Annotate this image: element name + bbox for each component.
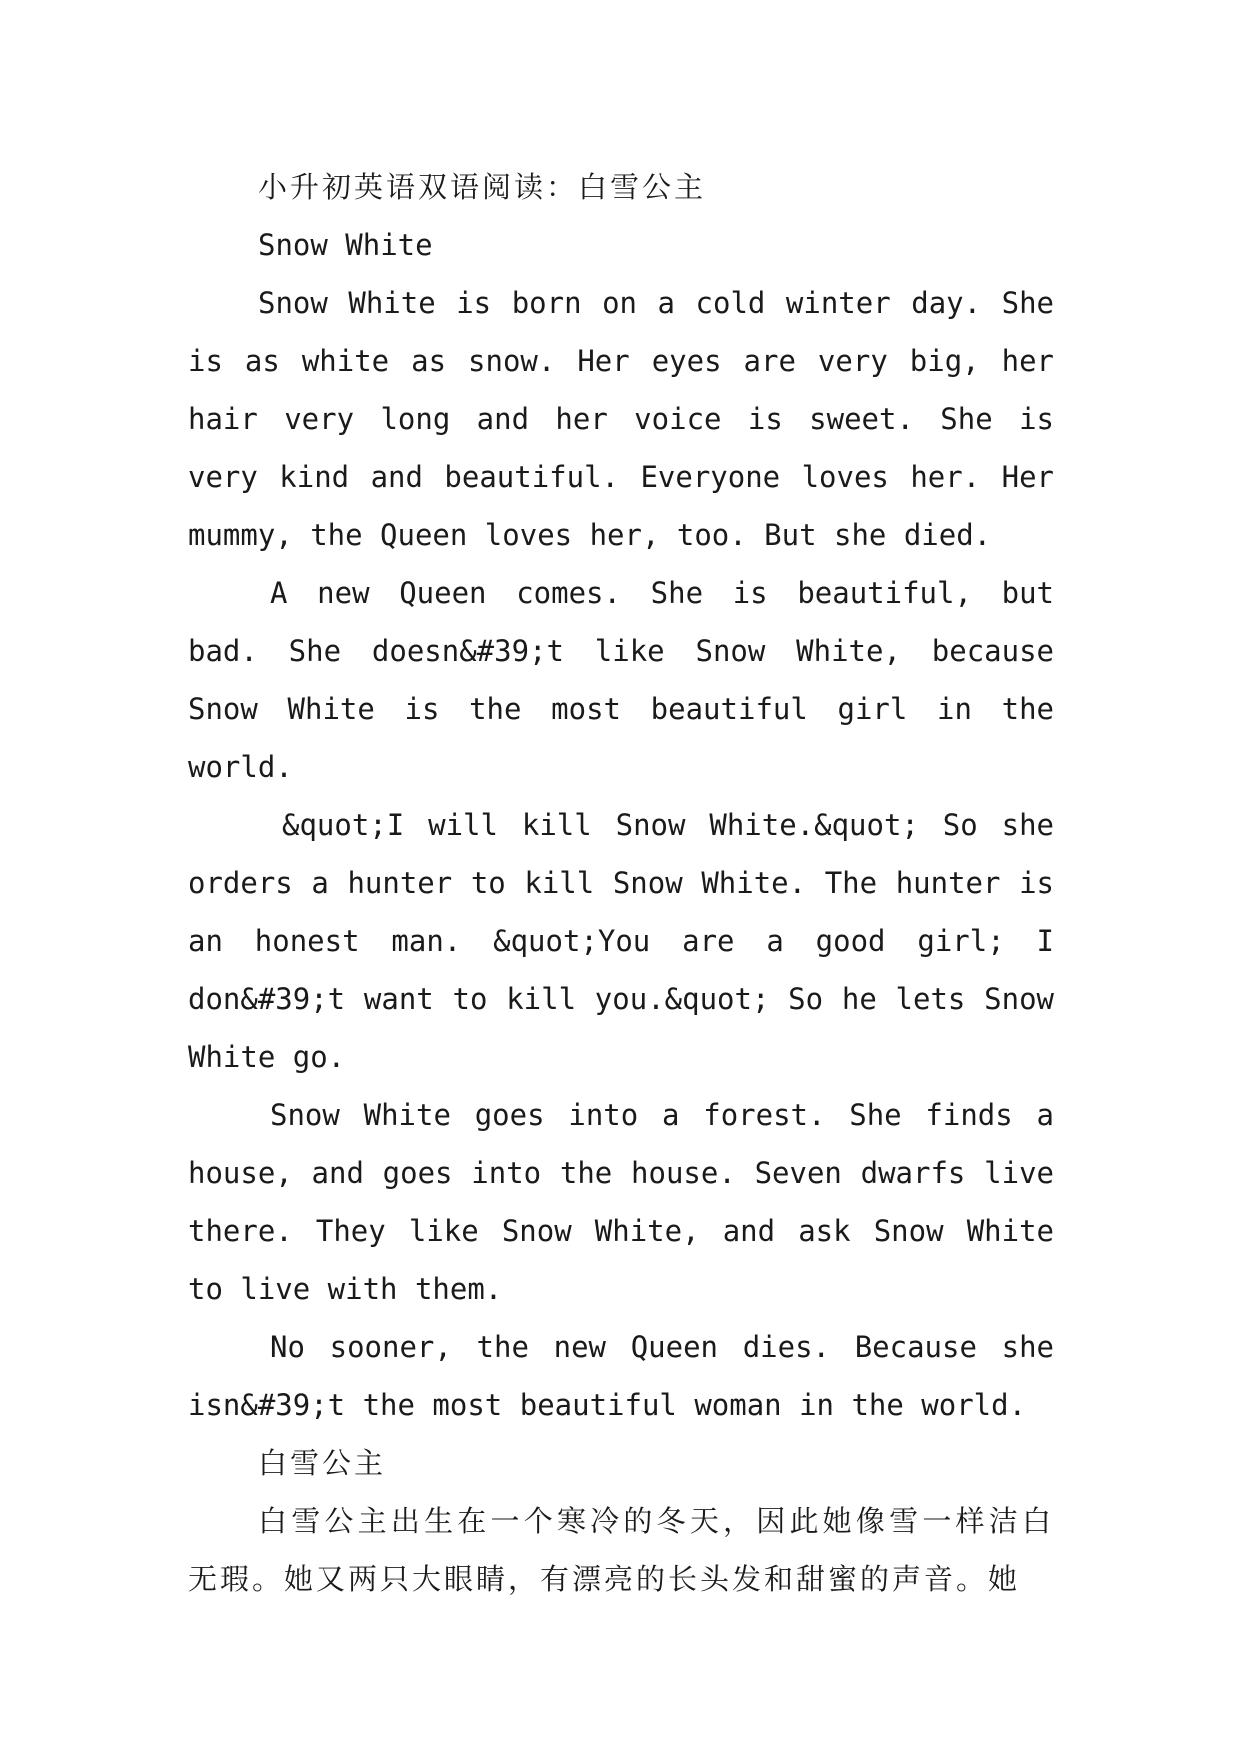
chinese-title: 白雪公主 [258, 1446, 387, 1480]
paragraph-4: Snow White goes into a forest. She finds a house, and goes into the house. Seven dwarfs live there. They like Snow White, and ask Snow White to live with them. [188, 1098, 1054, 1306]
document-page [188, 158, 1054, 1608]
document-title: 小升初英语双语阅读：白雪公主 [258, 170, 707, 204]
paragraph-2: A new Queen comes. She is beautiful, but bad. She doesn&#39;t like Snow White, because Snow White is the most beautiful girl in the world. [188, 576, 1054, 784]
chinese-paragraph-1: 白雪公主出生在一个寒冷的冬天，因此她像雪一样洁白无瑕。她又两只大眼睛，有漂亮的长头发和甜蜜的声音。她 [188, 1504, 1054, 1596]
paragraph-5: No sooner, the new Queen dies. Because she isn&#39;t the most beautiful woman in the world. [188, 1330, 1054, 1422]
english-title: Snow White [258, 228, 433, 262]
paragraph-1: Snow White is born on a cold winter day. She is as white as snow. Her eyes are very big, her hair very long and her voice is sweet. She is very kind and beautiful. Everyone loves her. Her mummy, the Queen loves her, too. But she died. [188, 286, 1054, 552]
paragraph-3: &quot;I will kill Snow White.&quot; So she orders a hunter to kill Snow White. The hunter is an honest man. &quot;You are a good girl; I don&#39;t want to kill you.&quot; So he lets Snow White go. [188, 808, 1054, 1074]
